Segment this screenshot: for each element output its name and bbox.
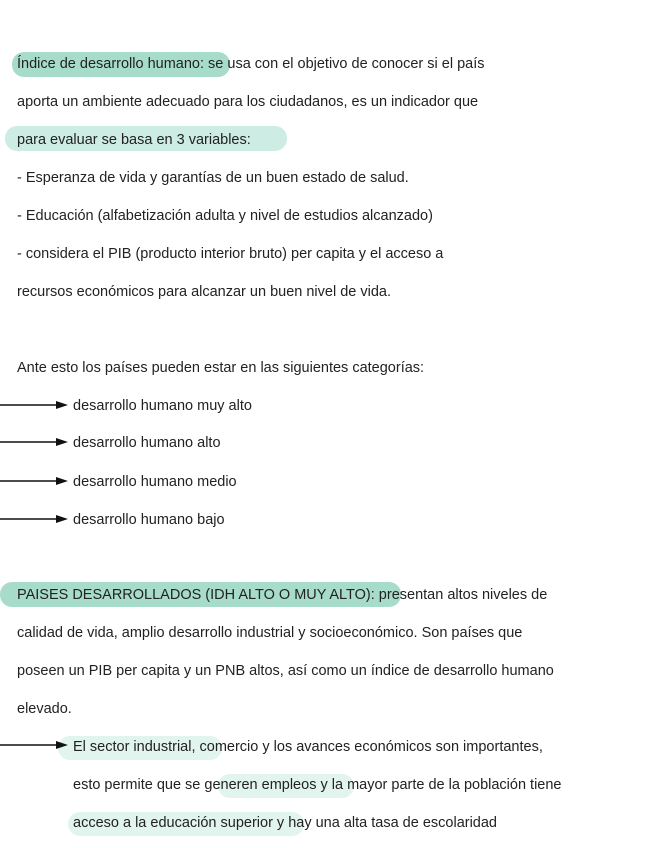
developed-line-1-rest: : presentan altos niveles de: [370, 587, 548, 603]
categories-heading: Ante esto los países pueden estar en las siguientes categorías:: [17, 360, 425, 376]
developed-point-line-2-rest: y la mayor parte de la población tiene: [316, 777, 562, 793]
developed-point-line-2-pre: esto permite que se: [73, 777, 205, 793]
developed-line-1: [17, 585, 547, 605]
arrow-icon: [0, 514, 70, 524]
developed-point-line-2: [73, 775, 562, 795]
category-high: desarrollo humano alto: [73, 435, 221, 451]
developed-point-line-3-rest: y hay una alta tasa de escolaridad: [272, 815, 497, 831]
arrow-icon: [0, 400, 70, 410]
developed-term: PAISES DESARROLLADOS (IDH ALTO O MUY ALTO): [17, 587, 371, 603]
intro-line-1: [17, 54, 485, 74]
variable-gdp-line-1: - considera el PIB (producto interior bruto) per capita y el acceso a: [17, 246, 444, 262]
developed-line-3: poseen un PIB per capita y un PNB altos, así como un índice de desarrollo humano: [17, 663, 554, 679]
developed-line-2: calidad de vida, amplio desarrollo industrial y socioeconómico. Son países que: [17, 625, 523, 641]
variable-gdp-line-2: recursos económicos para alcanzar un buen nivel de vida.: [17, 284, 391, 300]
intro-line-3: para evaluar se basa en 3 variables:: [17, 132, 251, 148]
employment-term: generen empleos: [204, 777, 317, 793]
arrow-icon: [0, 476, 70, 486]
developed-line-4: elevado.: [17, 701, 72, 717]
industrial-sector-term: El sector industrial: [73, 739, 192, 755]
variable-health: - Esperanza de vida y garantías de un buen estado de salud.: [17, 170, 409, 186]
developed-point-line-1-rest: , comercio y los avances económicos son importantes,: [191, 739, 543, 755]
higher-education-term: acceso a la educación superior: [73, 815, 273, 831]
intro-line-1-rest: : se usa con el objetivo de conocer si el país: [199, 56, 485, 72]
category-medium: desarrollo humano medio: [73, 474, 237, 490]
developed-point-line-1: [73, 737, 543, 757]
intro-line-2: aporta un ambiente adecuado para los ciudadanos, es un indicador que: [17, 94, 479, 110]
arrow-icon: [0, 740, 70, 750]
arrow-icon: [0, 437, 70, 447]
category-very-high: desarrollo humano muy alto: [73, 398, 252, 414]
variable-education: - Educación (alfabetización adulta y nivel de estudios alcanzado): [17, 208, 433, 224]
developed-point-line-3: [73, 813, 497, 833]
category-low: desarrollo humano bajo: [73, 512, 225, 528]
idh-term: Índice de desarrollo humano: [17, 56, 200, 72]
